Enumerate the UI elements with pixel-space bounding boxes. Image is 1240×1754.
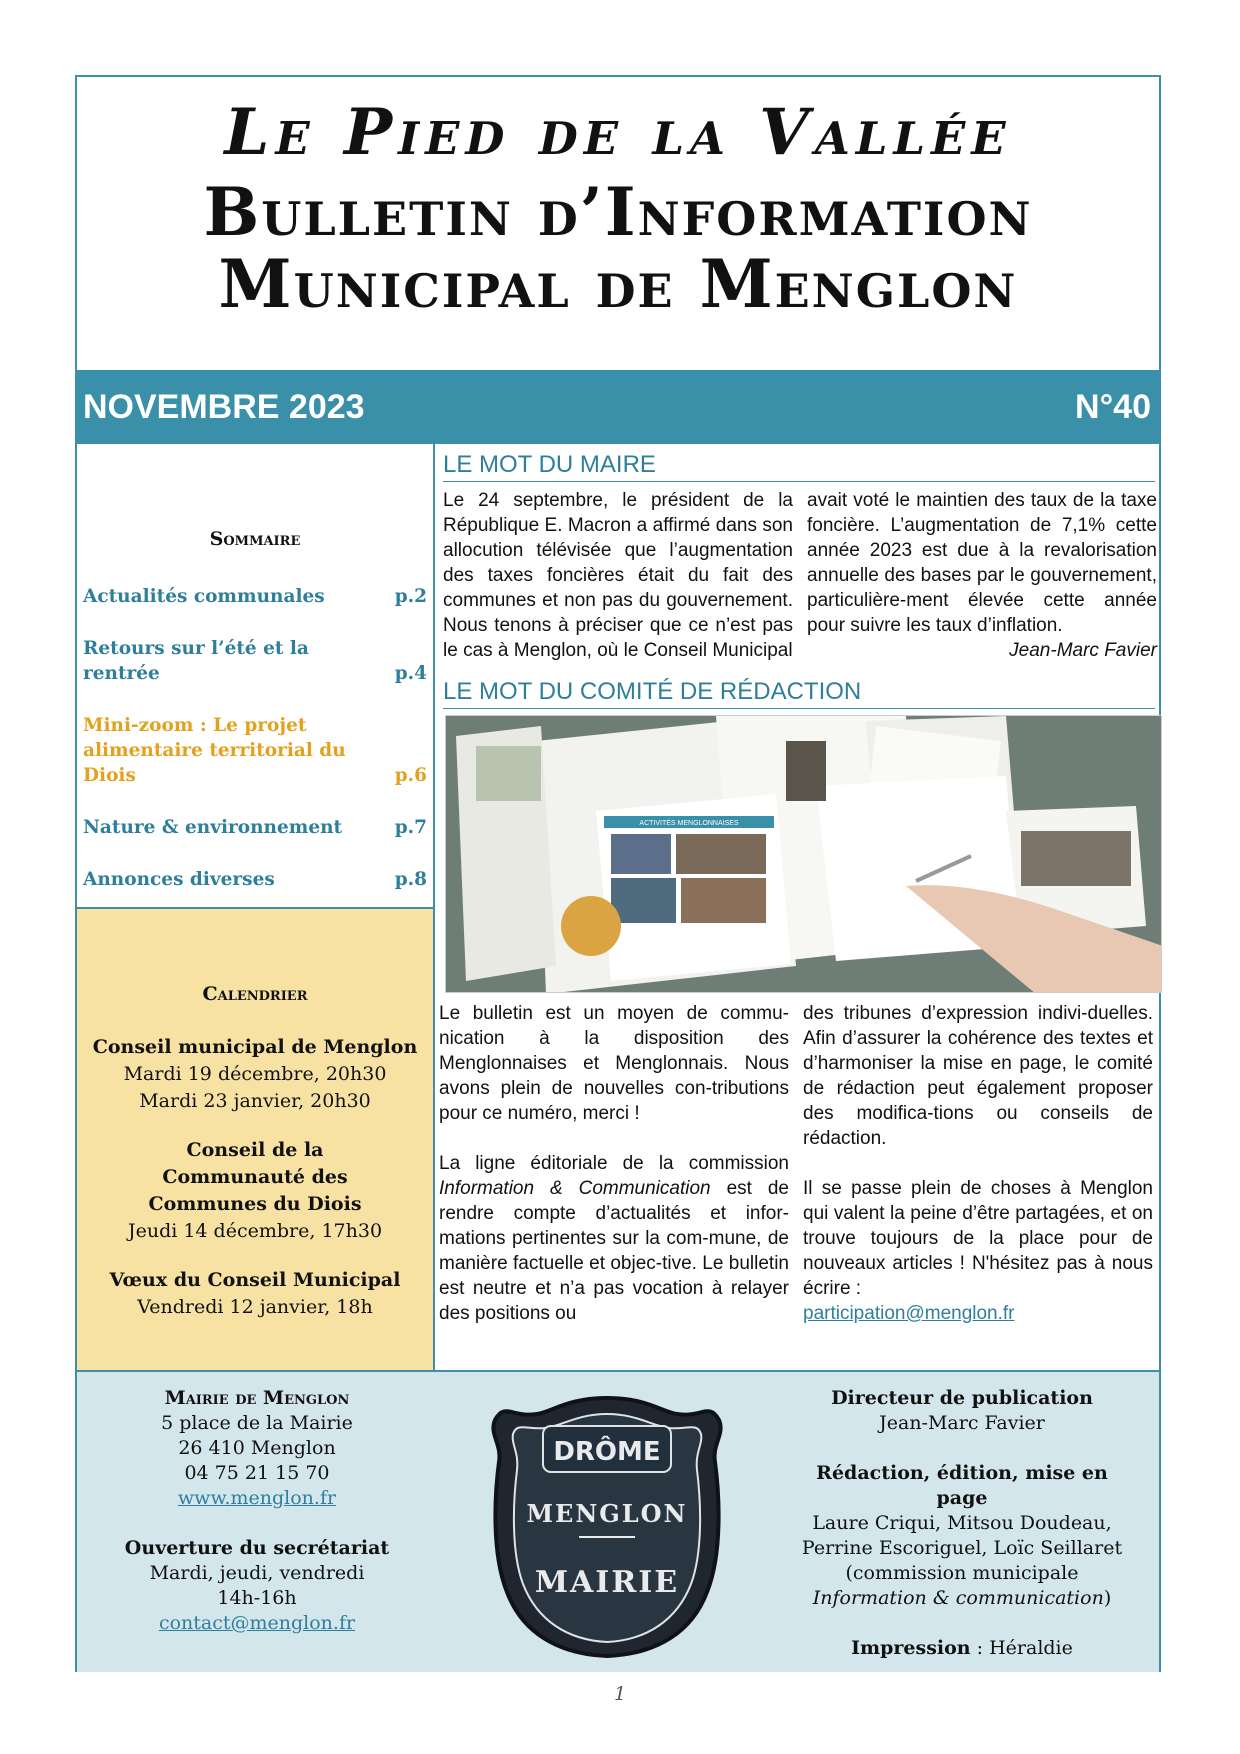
mairie-address2: 26 410 Menglon [178, 1437, 336, 1459]
mot-comite-p2 [439, 1151, 789, 1326]
plaque-middle: MENGLON [526, 1499, 688, 1528]
toc-item-title: Actualités communales [83, 586, 325, 607]
page-number: 1 [613, 1683, 627, 1705]
plaque-bottom: MAIRIE [534, 1565, 680, 1600]
mot-maire-col2 [807, 488, 1157, 663]
hours-days: Mardi, jeudi, vendredi [149, 1562, 365, 1584]
mairie-info [107, 1386, 407, 1636]
commission-line1: (commission municipale [845, 1562, 1079, 1584]
printer-value: : Héraldie [970, 1637, 1073, 1659]
issue-number: N°40 [1075, 388, 1151, 426]
toc-item-title: Mini-zoom : Le projet alimentaire territorial du Diois [83, 715, 346, 786]
calendar-event [77, 1267, 433, 1321]
toc-item[interactable] [83, 867, 427, 892]
mot-maire-col1: Le 24 septembre, le président de la République E. Macron a affirmé dans son allocution télévisée que l’augmentation des taxes foncières était du fait des communes et non pas du gouvernement. Nous tenons à préciser que ce n’est pas le cas à Menglon, où le Conseil Municipal [443, 490, 793, 661]
toc-item-page: p.6 [394, 765, 427, 786]
mot-maire-text [443, 488, 1157, 663]
mot-maire-signature: Jean-Marc Favier [1009, 640, 1157, 661]
printer-line [797, 1636, 1127, 1661]
mairie-plaque [487, 1392, 727, 1662]
calendar-event [77, 1137, 433, 1245]
event-date: Mardi 23 janvier, 20h30 [139, 1090, 371, 1112]
toc-item-title: Retours sur l’été et la rentrée [83, 638, 309, 684]
right-column [435, 444, 1161, 1370]
mot-comite-p3: des tribunes d’expression indivi-duelles. Afin d’assurer la cohérence des textes et d’harmoniser la mise en page, le comité de rédaction peut également proposer des modifica-tions ou conseils de rédaction. [803, 1003, 1153, 1149]
mairie-phone: 04 75 21 15 70 [184, 1462, 330, 1484]
calendrier-heading: Calendrier [202, 983, 308, 1005]
hours-heading: Ouverture du secrétariat [124, 1537, 390, 1559]
mot-comite-heading: LE MOT DU COMITÉ DE RÉDACTION [443, 671, 1155, 709]
commission-name: Information & communication [812, 1587, 1104, 1609]
mot-comite-col1 [439, 1001, 789, 1326]
mot-comite-p4: Il se passe plein de choses à Menglon qui valent la peine d’être partagées, et on trouve toujours de la place pour de nouveaux articles ! N'hésitez pas à nous écrire : [803, 1178, 1153, 1299]
participation-email-link[interactable]: participation@menglon.fr [803, 1303, 1015, 1324]
masthead [77, 77, 1159, 372]
plaque-image [487, 1392, 727, 1662]
masthead-subtitle: Le Pied de la Vallée [224, 95, 1012, 170]
masthead-title [77, 173, 1159, 323]
event-title: Vœux du Conseil Municipal [109, 1269, 401, 1291]
masthead-title-line2: Municipal de Menglon [218, 245, 1018, 323]
mairie-website-link[interactable]: www.menglon.fr [177, 1487, 337, 1509]
mot-comite-p2-b: est de rendre compte d’actualités et infor-mations pertinentes sur la com-mune, de manière factuelle et objec-tive. Le bulletin est neutre et n’a pas vocation à relayer des positions ou [439, 1178, 789, 1324]
event-title: Conseil de la Communauté des Communes du Diois [148, 1139, 362, 1215]
mot-maire-col2-text: avait voté le maintien des taux de la taxe foncière. L’augmentation de 7,1% cette année 2023 est due à la revalorisation annuelle des bases par le gouvernement, particulière-ment élevée cette année pour suivre les taux d’inflation. [807, 490, 1157, 636]
sommaire-heading: Sommaire [209, 528, 301, 550]
toc-item[interactable] [83, 636, 427, 686]
photo-label: ACTIVITÉS MENGLONNAISES [639, 820, 739, 827]
mairie-address1: 5 place de la Mairie [161, 1412, 353, 1434]
issue-band [77, 370, 1159, 444]
editorial-photo [445, 715, 1162, 993]
toc-item-page: p.4 [394, 663, 427, 684]
credits [797, 1386, 1127, 1661]
mot-maire-heading: LE MOT DU MAIRE [443, 444, 1155, 482]
editors-line1: Laure Criqui, Mitsou Doudeau, [812, 1512, 1112, 1534]
event-date: Mardi 19 décembre, 20h30 [123, 1063, 387, 1085]
plaque-top: DRÔME [553, 1437, 661, 1467]
left-column [77, 444, 435, 1371]
printer-label: Impression [851, 1637, 971, 1659]
director-name: Jean-Marc Favier [879, 1412, 1045, 1434]
event-date: Vendredi 12 janvier, 18h [137, 1296, 373, 1318]
sommaire [77, 444, 435, 907]
commission-line2 [797, 1586, 1127, 1611]
masthead-title-line1: Bulletin d’Information [203, 173, 1033, 251]
event-title: Conseil municipal de Menglon [92, 1036, 418, 1058]
event-date: Jeudi 14 décembre, 17h30 [127, 1220, 383, 1242]
bulletin-frame [75, 75, 1161, 1672]
toc-item-page: p.8 [394, 869, 427, 890]
toc-item-highlight[interactable] [83, 713, 427, 788]
mot-comite-p2-em: Information & Communication [439, 1178, 711, 1199]
toc-item-page: p.2 [394, 586, 427, 607]
mot-comite-text [439, 1001, 1153, 1326]
photo-illustration [446, 716, 1162, 993]
mairie-heading: Mairie de Menglon [164, 1387, 350, 1409]
editors-line2: Perrine Escoriguel, Loïc Seillaret [801, 1537, 1123, 1559]
toc-item[interactable] [83, 584, 427, 609]
footer-box [77, 1370, 1159, 1672]
contact-email-link[interactable]: contact@menglon.fr [158, 1612, 356, 1634]
director-heading: Directeur de publication [831, 1387, 1093, 1409]
editing-heading: Rédaction, édition, mise en page [816, 1462, 1108, 1509]
hours-time: 14h-16h [217, 1587, 297, 1609]
toc-item-title: Nature & environnement [83, 817, 343, 838]
issue-date: NOVEMBRE 2023 [83, 388, 365, 426]
calendrier [77, 907, 435, 1371]
mot-comite-col2 [803, 1001, 1153, 1326]
commission-close: ) [1103, 1587, 1112, 1609]
mot-comite-p1: Le bulletin est un moyen de commu-nication à la disposition des Menglonnaises et Menglonnais. Nous avons plein de nouvelles con-tributions pour ce numéro, merci ! [439, 1003, 789, 1124]
toc-item-page: p.7 [394, 817, 427, 838]
toc-item[interactable] [83, 815, 427, 840]
toc-list [83, 584, 427, 919]
mot-comite-p2-a: La ligne éditoriale de la commission [439, 1153, 789, 1174]
calendar-event [77, 1034, 433, 1115]
toc-item-title: Annonces diverses [83, 869, 275, 890]
